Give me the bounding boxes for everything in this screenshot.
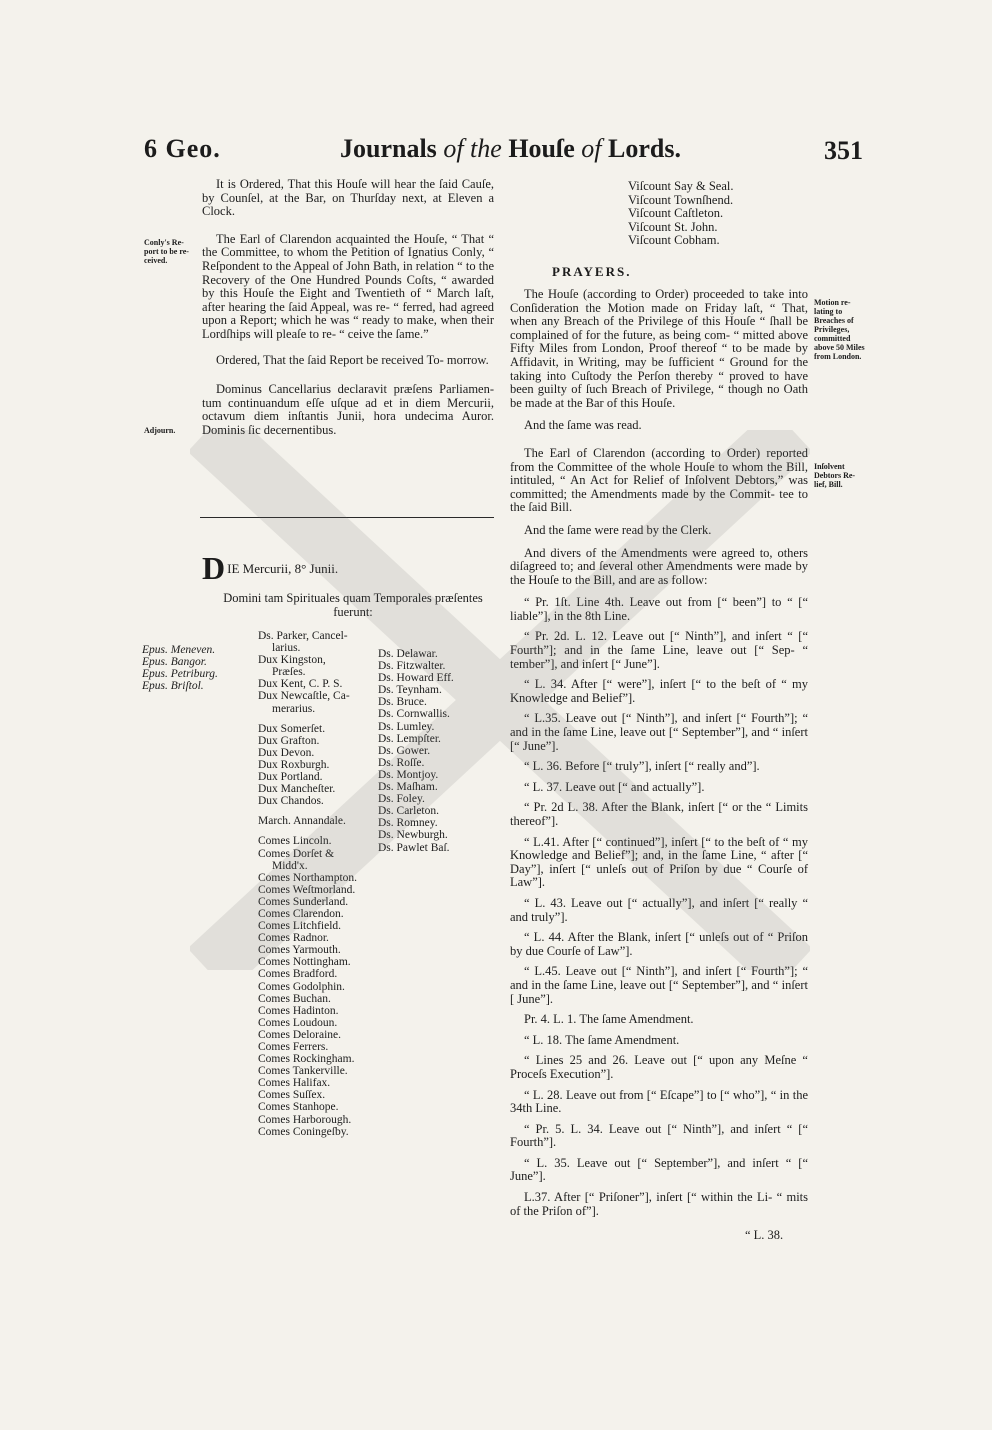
lord-entry: Comes Nottingham. (258, 956, 351, 969)
margin-note-motion: Motion re- lating to Breaches of Privileges, committed above 50 Miles from London. (814, 298, 865, 361)
lord-entry: Ds. Maſham. (378, 781, 438, 794)
lord-entry: Comes Suſſex. (258, 1089, 326, 1102)
lord-entry: Dux Chandos. (258, 795, 324, 808)
lord-entry: March. Annandale. (258, 815, 346, 828)
margin-note-conly: Conly's Re- port to be re- ceived. (144, 238, 189, 265)
lord-entry: Comes Sunderland. (258, 895, 349, 908)
lord-entry: Comes Dorſet & (258, 847, 335, 860)
amendment-entry: “ Pr. 2d. L. 12. Leave out [“ Ninth”], and inſert “ [“ Fourth”]; and in the ſame Line, leave out [“ Sep- “ tember”], and inſert [“ June”]. (510, 629, 808, 671)
title-part: of the (443, 134, 502, 163)
regnal-year: 6 Geo. (144, 134, 221, 163)
order-hear-cause: It is Ordered, That this Houſe will hear the ſaid Cauſe, by Counſel, at the Bar, on Thurſday next, at Eleven a Clock. (202, 177, 494, 219)
lord-entry: Comes Harborough. (258, 1113, 352, 1126)
lord-entry: Ds. Fitzwalter. (378, 660, 446, 673)
right-column (510, 288, 808, 1225)
insolvent-report-para: The Earl of Clarendon (according to Order) reported from the Committee of the whole Houſe to whom the Bill, intituled, “ An Act for Relief of Inſolvent Debtors,” was committed; the Amendments made by the Commit- tee to the ſaid Bill. (510, 445, 808, 515)
amendments-intro-para: And divers of the Amendments were agreed to, others diſagreed to; and ſeveral other Amendments were made by the Houſe to the Bill, and are as follow: (510, 545, 808, 587)
lord-entry: Præſes. (272, 666, 306, 679)
lord-entry: Ds. Romney. (378, 817, 438, 830)
lord-entry: Ds. Gower. (378, 744, 431, 757)
drop-cap: D (202, 550, 226, 586)
page-title (340, 134, 681, 164)
lord-entry: Comes Weſtmorland. (258, 883, 356, 896)
viscount-entry: Viſcount Say & Seal. (628, 179, 734, 193)
sitting-heading (202, 550, 338, 587)
lord-entry: Ds. Lumley. (378, 720, 435, 733)
bishop-entry: Epus. Petriburg. (142, 668, 218, 681)
lord-entry: Ds. Pawlet Baſ. (378, 841, 450, 854)
title-part: of (581, 134, 602, 163)
lord-entry: Dux Portland. (258, 771, 323, 784)
viscount-entry: Viſcount Cobham. (628, 233, 720, 248)
amendment-entry: “ L.35. Leave out [“ Ninth”], and inſert [“ Fourth”]; “ and in the ſame Line, leave out [“ September”], and “ inſert [“ June”]. (510, 711, 808, 753)
lord-entry: Midd'x. (272, 859, 308, 872)
viscount-entry: Viſcount Caſtleton. (628, 206, 724, 221)
lord-entry (258, 827, 357, 835)
catchword: “ L. 38. (745, 1228, 784, 1242)
lord-entry: Ds. Carleton. (378, 805, 440, 818)
privilege-motion-para: The Houſe (according to Order) proceeded to take into Conſideration the Motion made on Friday laſt, “ That, when any Breach of the Privilege of this Houſe “ ſhall be complained of for the future, as being com- “ mitted above Fifty Miles from London, Proof thereof “ to be made by Affidavit, in Writing, may be ſufficient “ Ground for the taking into Cuſtody the Perſon thereby “ proved to have been guilty of ſuch Breach of Privilege, “ though no Oath be made at the Bar of this Houſe. (510, 287, 808, 410)
lord-entry: Dux Grafton. (258, 734, 320, 747)
adjournment-para: Dominus Cancellarius declaravit præſens Parliamen- tum continuandum eſſe uſque ad et in diem Mercurii, octavum diem inſtantis Junii, hora undecima Auror. Dominis ſic decernentibus. (202, 382, 494, 437)
attendance-heading: Domini tam Spirituales quam Temporales præſentes fuerunt: (223, 591, 483, 619)
lord-entry: Comes Deloraine. (258, 1028, 342, 1041)
viscount-entry: Viſcount Townſhend. (628, 192, 734, 207)
amendment-entry: “ L. 43. Leave out [“ actually”], and inſert [“ really “ and truly”]. (510, 895, 808, 924)
section-divider (200, 517, 494, 518)
amendment-entry: “ Pr. 5. L. 34. Leave out [“ Ninth”], and inſert “ [“ Fourth”]. (510, 1121, 808, 1150)
lord-entry: Ds. Bruce. (378, 696, 427, 709)
order-report-received: Ordered, That the ſaid Report be received To- morrow. (216, 352, 489, 367)
amendment-entry: “ Pr. 2d L. 38. After the Blank, inſert [“ or the “ Limits thereof”]. (510, 800, 808, 828)
margin-note-adjourn: Adjourn. (144, 426, 176, 435)
lord-entry: Comes Loudoun. (258, 1016, 338, 1029)
amendment-entry: “ Lines 25 and 26. Leave out [“ upon any Meſne “ Proceſs Execution”]. (510, 1053, 808, 1081)
lord-entry: Comes Bradford. (258, 968, 338, 981)
title-part: Journals (340, 134, 444, 163)
amendment-entry: “ L. 44. After the Blank, inſert [“ unleſs out of “ Priſon by due Courſe of Law”]. (510, 930, 808, 958)
amendment-entry: Pr. 4. L. 1. The ſame Amendment. (524, 1012, 694, 1027)
lord-entry: Ds. Newburgh. (378, 829, 448, 842)
lords-list-right (378, 648, 454, 854)
amendment-entry: “ L. 37. Leave out [“ and actually”]. (524, 779, 705, 794)
amendment-entry: “ L.45. Leave out [“ Ninth”], and inſert [“ Fourth”]; “ and in the ſame Line, leave out [“ September”], and “ inſert [ June”]. (510, 964, 808, 1006)
bishop-entry: Epus. Bangor. (142, 656, 207, 669)
lord-entry: Ds. Howard Eff. (378, 672, 454, 685)
sitting-date: IE Mercurii, 8° Junii. (227, 561, 339, 576)
conly-report-para: The Earl of Clarendon acquainted the Houſe, “ That “ the Committee, to whom the Petition of Ignatius Conly, “ Reſpondent to the Appeal of John Bath, in relation “ to the Recovery of the One Hundred Pounds Coſts, “ awarded by this Houſe the Eight and Twentieth of “ March laſt, after hearing the ſaid Appeal, was re- “ ferred, had agreed upon a Report; which he was “ ready to make, when their Lordſhips will pleaſe to re- “ ceive the ſame.” (202, 231, 494, 341)
read-by-clerk-para: And the ſame were read by the Clerk. (524, 522, 712, 537)
amendment-entry: “ L. 28. Leave out from [“ Eſcape”] to [“ who”], “ in the 34th Line. (510, 1087, 808, 1116)
lord-entry: Comes Clarendon. (258, 907, 344, 920)
lord-entry: Comes Radnor. (258, 932, 329, 945)
lord-entry: Ds. Parker, Cancel- (258, 630, 348, 642)
lord-entry: Ds. Teynham. (378, 684, 442, 697)
lord-entry: Comes Buchan. (258, 992, 331, 1005)
amendment-entry: “ L. 36. Before [“ truly”], inſert [“ really and”]. (524, 759, 760, 774)
viscount-entry: Viſcount St. John. (628, 219, 718, 234)
viscounts-list (628, 180, 734, 248)
lord-entry: Comes Tankerville. (258, 1065, 348, 1078)
page-number: 351 (824, 136, 863, 165)
lord-entry: Comes Hadinton. (258, 1004, 339, 1017)
read-para: And the ſame was read. (524, 418, 642, 433)
bishop-entry: Epus. Briſtol. (142, 680, 204, 693)
lord-entry: Comes Halifax. (258, 1077, 331, 1090)
margin-note-insolvent: Inſolvent Debtors Re- lief, Bill. (814, 462, 856, 489)
lord-entry: Comes Coningeſby. (258, 1125, 349, 1138)
lord-entry: Dux Mancheſter. (258, 783, 336, 796)
lord-entry: Comes Lincoln. (258, 835, 332, 848)
lord-entry: Ds. Delawar. (378, 648, 438, 660)
lord-entry: larius. (272, 642, 301, 655)
lord-entry: Dux Roxburgh. (258, 758, 330, 771)
lord-entry: Dux Kent, C. P. S. (258, 678, 343, 691)
amendments-list (510, 596, 808, 1218)
lord-entry: merarius. (272, 702, 316, 715)
bishop-entry: Epus. Meneven. (142, 644, 216, 656)
lord-entry (258, 807, 357, 815)
lord-entry: Comes Yarmouth. (258, 944, 341, 957)
lord-entry: Comes Ferrers. (258, 1041, 329, 1053)
lord-entry: Comes Litchfield. (258, 920, 342, 933)
lord-entry: Dux Newcaſtle, Ca- (258, 690, 350, 703)
prayers-heading: PRAYERS. (552, 264, 632, 279)
amendment-entry: “ Pr. 1ſt. Line 4th. Leave out from [“ been”] to “ [“ liable”], in the 8th Line. (510, 595, 808, 623)
amendment-entry: L.37. After [“ Priſoner”], inſert [“ within the Li- “ mits of the Priſon of”]. (510, 1190, 808, 1218)
lord-entry: Comes Northampton. (258, 871, 358, 884)
lord-entry: Comes Rockingham. (258, 1053, 355, 1066)
lord-entry: Ds. Roſſe. (378, 756, 425, 769)
amendment-entry: “ L.41. After [“ continued”], inſert [“ to the beſt of “ my Knowledge and Belief”]; and, in the ſame Line, “ after [“ Day”], inſert [“ unleſs out of Priſon by due “ Courſe of Law”]. (510, 834, 808, 890)
lord-entry: Dux Devon. (258, 746, 315, 759)
lord-entry: Ds. Foley. (378, 793, 425, 806)
bishops-list (142, 644, 218, 692)
amendment-entry: “ L. 35. Leave out [“ September”], and inſert “ [“ June”]. (510, 1155, 808, 1184)
title-part: Houſe (501, 134, 582, 163)
lord-entry: Ds. Cornwallis. (378, 708, 450, 721)
title-part: Lords. (601, 134, 681, 163)
lord-entry: Comes Stanhope. (258, 1101, 339, 1114)
left-column (202, 178, 494, 447)
lord-entry: Ds. Montjoy. (378, 768, 439, 781)
lord-entry: Dux Somerſet. (258, 722, 326, 735)
lord-entry (258, 715, 357, 723)
lord-entry: Dux Kingston, (258, 654, 326, 667)
amendment-entry: “ L. 34. After [“ were”], inſert [“ to the beſt of “ my Knowledge and Belief”]. (510, 677, 808, 705)
lords-list-middle (258, 630, 357, 1138)
lord-entry: Comes Godolphin. (258, 980, 345, 993)
amendment-entry: “ L. 18. The ſame Amendment. (524, 1032, 680, 1047)
lord-entry: Ds. Lempſter. (378, 732, 441, 745)
